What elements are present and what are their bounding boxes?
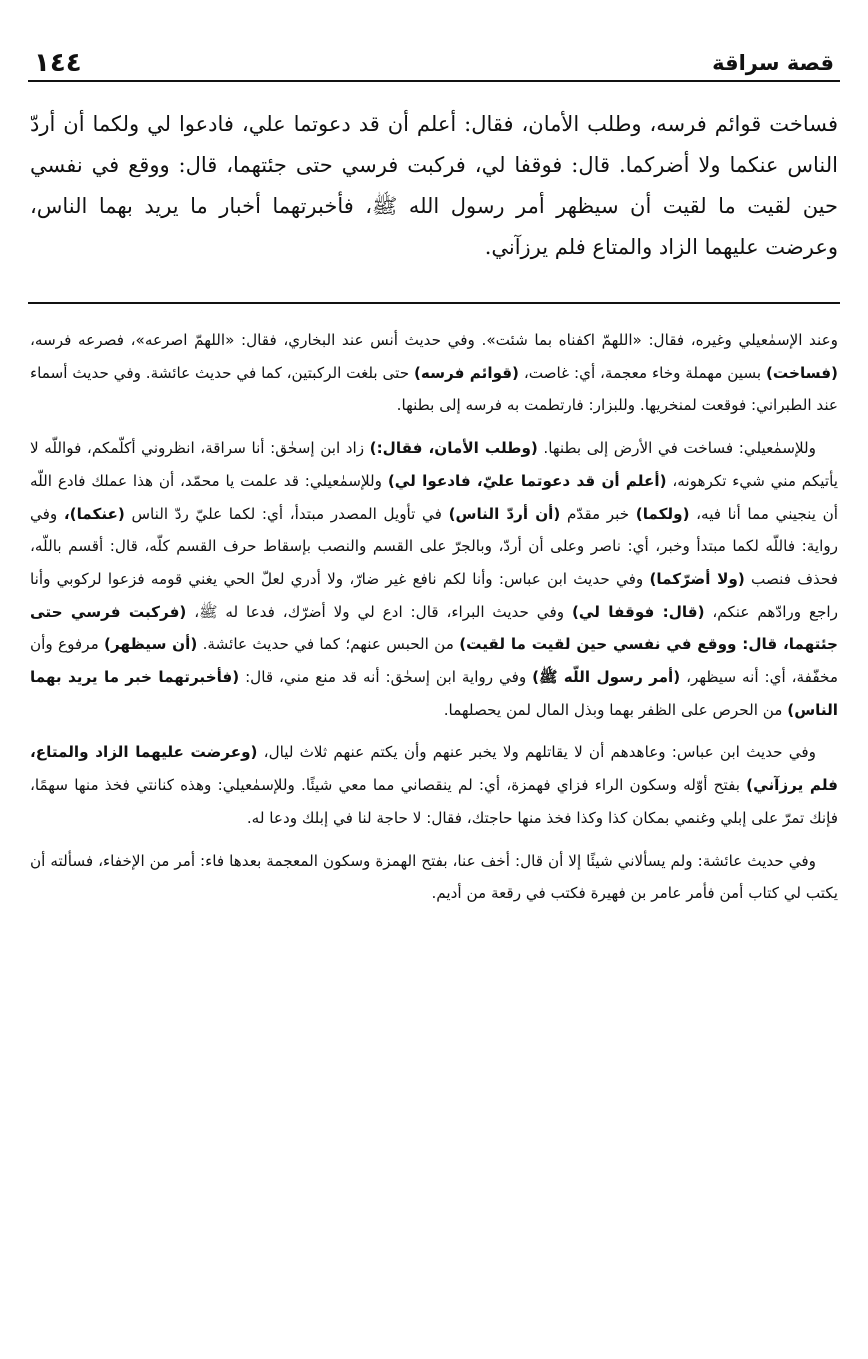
commentary-text-segment: وللإسمٰعيلي: فساخت في الأرض إلى بطنها. [537,439,816,458]
main-text [28,104,840,268]
quoted-text-segment: (ولكما) [635,504,690,523]
commentary-text-segment: وفي رواية: فاللّه لكما مبتدأ وخبر، أي: ناصر وعلى أن أردّ، وبالجرّ على القسم والنصب بإسقاط حرف القسم كلّه، قال: أقسم باللّه، فحذف فنصب [30,504,838,588]
quoted-text-segment: (أمر رسول اللّه ﷺ) [532,668,681,687]
commentary-text-segment: وعند الإسمٰعيلي وغيره، فقال: «اللهمّ اكفناه بما شئت». وفي حديث أنس عند البخاري، فقال: «اللهمّ اصرعه»، فصرعه فرسه، [30,331,838,349]
page-header [28,40,840,82]
commentary-text-segment: وفي حديث ابن عباس: وأنا لكم نافع غير ضارّ، ولا أدري لعلّ الحي يغني قومه فزعوا لركوبي وأنا راجع ورادّهم عنكم، [30,569,838,621]
commentary-text-segment: وفي حديث البراء، قال: ادع لي ولا أضرّك، فدعا له ﷺ، [186,602,572,621]
commentary-paragraph-2 [30,432,838,726]
running-title: قصة سراقة [712,51,834,75]
commentary [28,324,840,910]
quoted-text-segment: (وعرضت عليهما الزاد والمتاع، فلم يرزآني) [30,743,838,795]
commentary-text-segment: من الحرص على الظفر بهما وبذل المال لمن يحصلهما. [443,700,788,719]
quoted-text-segment: (أعلم أن قد دعوتما عليّ، فادعوا لي) [387,471,667,490]
quoted-text-segment: (فأخبرتهما خبر ما يريد بهما الناس) [30,668,838,719]
quoted-text-segment: (قوائم فرسه) [413,363,519,382]
commentary-text-segment: بسين مهملة وخاء معجمة، أي: غاصت، [518,363,766,382]
commentary-paragraph-1 [30,324,838,422]
commentary-text-segment: في تأويل المصدر مبتدأ، أي: لكما عليّ ردّ الناس [124,504,449,523]
quoted-text-segment: (عنكما)، [63,504,125,523]
quoted-text-segment: (وطلب الأمان، فقال:) [369,439,538,458]
commentary-text-segment: خبر مقدّم [560,504,636,523]
commentary-text-segment: وفي رواية ابن إسحٰق: أنه قد منع مني، قال: [239,668,533,687]
commentary-text-segment: وللإسمٰعيلي: قد علمت يا محمّد، أن هذا عملك فادع اللّه أن ينجيني مما أنا فيه، [30,471,838,523]
book-page [28,40,840,920]
quoted-text-segment: (أن سيظهر) [104,635,198,654]
commentary-text-segment: بفتح أوّله وسكون الراء فزاي فهمزة، أي: لم ينقصاني مما معي شيئًا. وللإسمٰعيلي: وهذه كنانتي فخذ منها سهمًا، فإنك تمرّ على إبلي وغنمي بمكان كذا وكذا فخذ منها حاجتك، فقال: لا حاجة لنا في إبلك ودعا له. [30,776,838,827]
commentary-text-segment: وفي حديث ابن عباس: وعاهدهم أن لا يقاتلهم ولا يخبر عنهم وأن يكتم عنهم ثلاث ليال، [257,743,817,762]
commentary-text-segment: مرفوع وأن مخفّفة، أي: أنه سيظهر، [30,635,838,687]
quoted-text-segment: (قال: فوقفا لي) [571,602,705,621]
quoted-text-segment: (ولا أضرّكما) [649,569,745,588]
commentary-text-segment: زاد ابن إسحٰق: أنا سراقة، انظروني أكلّمكم، فواللّه لا يأتيكم مني شيء تكرهونه، [30,439,838,490]
page-number: ١٤٤ [34,48,82,78]
footnote-separator [28,302,840,304]
commentary-paragraph-3 [30,736,838,834]
quoted-text-segment: (فساخت) [765,363,838,382]
commentary-text-segment: وفي حديث عائشة: ولم يسألاني شيئًا إلا أن قال: أخف عنا، بفتح الهمزة وسكون المعجمة بعدها فاء: أمر من الإخفاء، فسألته أن يكتب لي كتاب أمن فأمر عامر بن فهيرة فكتب في رقعة من أديم. [30,851,838,903]
commentary-text-segment: حتى بلغت الركبتين، كما في حديث عائشة. وفي حديث أسماء عند الطبراني: فوقعت لمنخريها. وللبزار: فارتطمت به فرسه إلى بطنها. [30,363,838,415]
quoted-text-segment: (فركبت فرسي حتى جئتهما، قال: ووقع في نفسي حين لقيت ما لقيت) [30,602,838,654]
commentary-paragraph-4 [30,845,838,910]
commentary-text-segment: من الحبس عنهم؛ كما في حديث عائشة. [197,635,460,654]
main-paragraph: فساخت قوائم فرسه، وطلب الأمان، فقال: أعلم أن قد دعوتما علي، فادعوا لي ولكما أن أردّ الناس عنكما ولا أضركما. قال: فوقفا لي، فركبت فرسي حتى جئتهما، قال: ووقع في نفسي حين لقيت ما لقيت أن سيظهر أمر رسول الله ﷺ، فأخبرتهما أخبار ما يريد بهما الناس، وعرضت عليهما الزاد والمتاع فلم يرزآني. [30,112,839,259]
quoted-text-segment: (أن أردّ الناس) [448,504,561,523]
